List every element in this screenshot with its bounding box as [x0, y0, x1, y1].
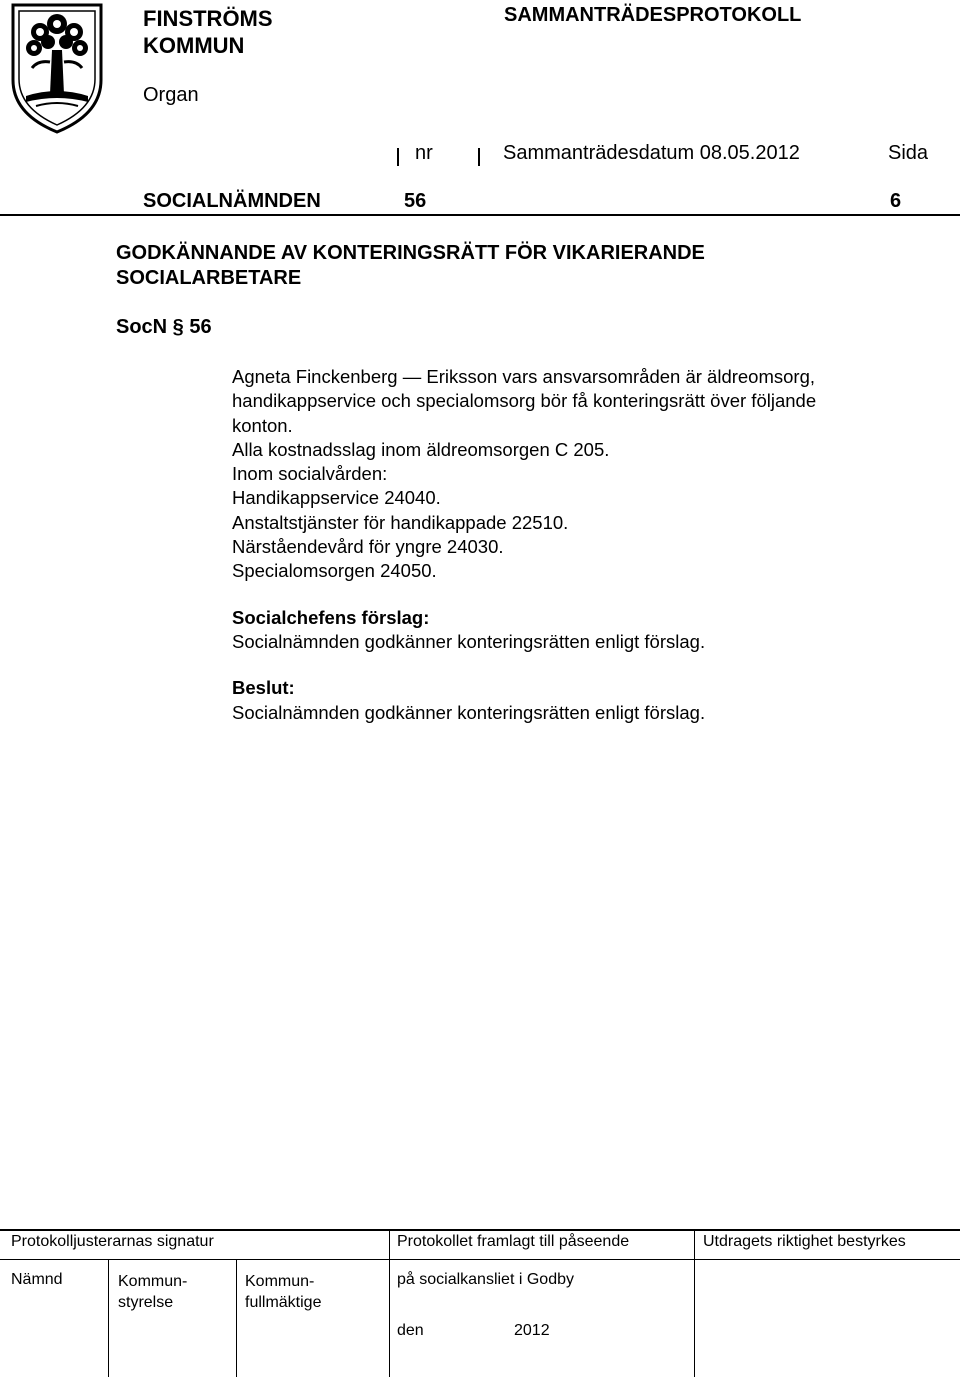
header-tick-left	[397, 148, 399, 166]
proposal-text: Socialnämnden godkänner konteringsrätten enligt förslag.	[232, 630, 706, 652]
municipality-line-1: FINSTRÖMS	[143, 6, 273, 31]
footer-mid-rule	[0, 1259, 960, 1260]
municipality-line-2: KOMMUN	[143, 33, 245, 58]
footer-divider-1	[108, 1259, 109, 1377]
footer-kommunstyrelse-line-2: styrelse	[118, 1294, 174, 1311]
body-line: Specialomsorgen 24050.	[232, 560, 437, 582]
document-heading	[116, 241, 705, 291]
page-label: Sida	[888, 142, 929, 164]
footer-divider-4	[694, 1229, 695, 1377]
body-line: Inom socialvården:	[232, 463, 388, 485]
body-line: handikappservice och specialomsorg bör få konteringsrätt över följande	[232, 390, 817, 412]
footer-kommunfullmaktige	[245, 1271, 321, 1313]
heading-line-2: SOCIALARBETARE	[116, 267, 302, 289]
municipality-name	[143, 5, 273, 59]
body-line: Närståendevård för yngre 24030.	[232, 536, 504, 558]
footer-den: den	[397, 1322, 424, 1339]
decision-label: Beslut:	[232, 677, 295, 699]
organ-label: Organ	[143, 84, 199, 106]
nr-label: nr	[415, 142, 433, 164]
footer-kommunfullmaktige-line-2: fullmäktige	[245, 1294, 322, 1311]
header-tick-right	[478, 148, 480, 166]
footer-kommunstyrelse-line-1: Kommun-	[118, 1273, 188, 1290]
footer-kommunstyrelse	[118, 1271, 187, 1313]
page-number: 6	[890, 190, 902, 212]
paragraph-number: 56	[404, 190, 427, 212]
body-line: Handikappservice 24040.	[232, 487, 441, 509]
coat-of-arms-logo	[10, 2, 104, 134]
body-line: Anstaltstjänster för handikappade 22510.	[232, 511, 569, 533]
body-line: Alla kostnadsslag inom äldreomsorgen C 205.	[232, 438, 610, 460]
body-line: konton.	[232, 414, 293, 436]
paragraph-reference: SocN § 56	[116, 316, 212, 338]
footer-year: 2012	[514, 1322, 550, 1339]
footer-namnd: Nämnd	[11, 1271, 63, 1288]
footer-kommunfullmaktige-line-1: Kommun-	[245, 1273, 315, 1290]
protocol-title: SAMMANTRÄDESPROTOKOLL	[504, 4, 802, 26]
footer-location: på socialkansliet i Godby	[397, 1271, 574, 1288]
footer-divider-3	[389, 1229, 390, 1377]
footer-signature-header: Protokolljusterarnas signatur	[11, 1233, 214, 1250]
proposal-label: Socialchefens förslag:	[232, 606, 430, 628]
footer-top-rule	[0, 1229, 960, 1231]
heading-line-1: GODKÄNNANDE AV KONTERINGSRÄTT FÖR VIKARIERANDE	[116, 242, 705, 264]
footer-posted-header: Protokollet framlagt till påseende	[397, 1233, 630, 1250]
footer-divider-2	[236, 1259, 237, 1377]
body-text	[232, 365, 816, 725]
organ-name: SOCIALNÄMNDEN	[143, 190, 321, 212]
decision-text: Socialnämnden godkänner konteringsrätten enligt förslag.	[232, 701, 706, 723]
header-divider	[0, 214, 960, 216]
body-line: Agneta Finckenberg — Eriksson vars ansvarsområden är äldreomsorg,	[232, 366, 816, 387]
footer-certified-header: Utdragets riktighet bestyrkes	[703, 1233, 906, 1250]
meeting-date: Sammanträdesdatum 08.05.2012	[503, 142, 800, 164]
